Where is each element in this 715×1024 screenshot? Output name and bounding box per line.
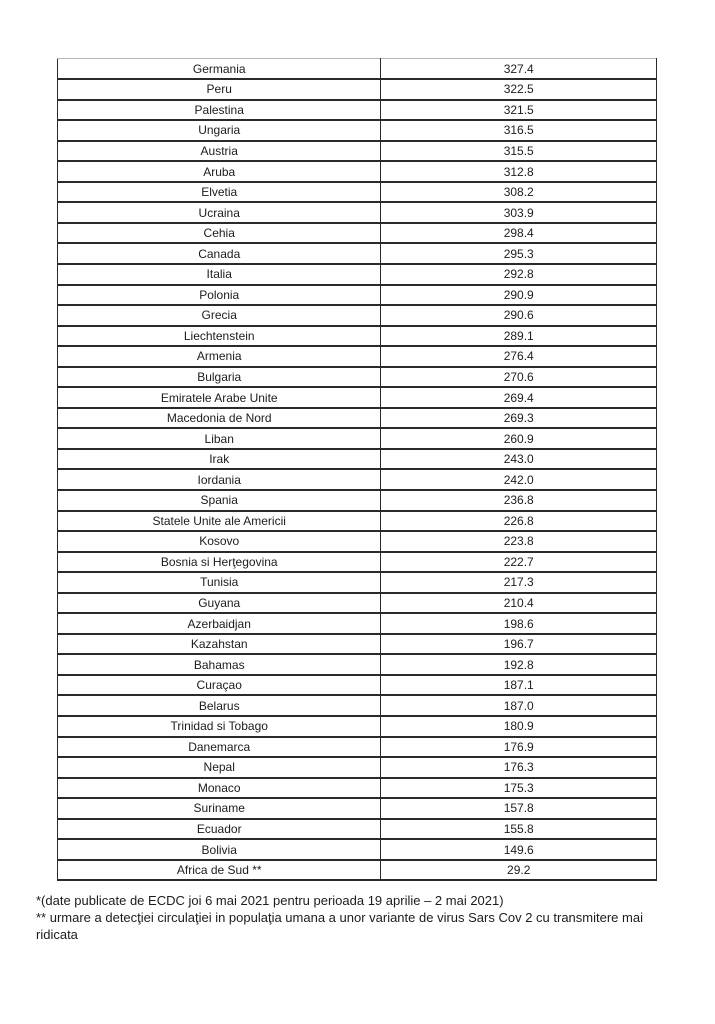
value-cell: 176.9: [381, 737, 657, 758]
value-cell: 217.3: [381, 572, 657, 593]
value-cell: 149.6: [381, 839, 657, 860]
table-row: [58, 531, 657, 552]
value-cell: 270.6: [381, 367, 657, 388]
country-cell: Africa de Sud **: [58, 860, 381, 881]
table-row: [58, 552, 657, 573]
country-cell: Armenia: [58, 346, 381, 367]
value-cell: 269.4: [381, 387, 657, 408]
country-cell: Aruba: [58, 161, 381, 182]
value-cell: 292.8: [381, 264, 657, 285]
country-cell: Suriname: [58, 798, 381, 819]
table-row: [58, 182, 657, 203]
country-cell: Belarus: [58, 695, 381, 716]
value-cell: 276.4: [381, 346, 657, 367]
value-cell: 321.5: [381, 100, 657, 121]
table-row: [58, 387, 657, 408]
table-row: [58, 161, 657, 182]
country-cell: Bulgaria: [58, 367, 381, 388]
value-cell: 316.5: [381, 120, 657, 141]
value-cell: 226.8: [381, 511, 657, 532]
country-cell: Nepal: [58, 757, 381, 778]
country-cell: Statele Unite ale Americii: [58, 511, 381, 532]
value-cell: 192.8: [381, 654, 657, 675]
country-cell: Ungaria: [58, 120, 381, 141]
table-row: [58, 819, 657, 840]
table-row: [58, 285, 657, 306]
country-cell: Kosovo: [58, 531, 381, 552]
table-row: [58, 326, 657, 347]
country-cell: Grecia: [58, 305, 381, 326]
country-cell: Curaçao: [58, 675, 381, 696]
country-cell: Trinidad si Tobago: [58, 716, 381, 737]
table-row: [58, 305, 657, 326]
country-cell: Monaco: [58, 778, 381, 799]
country-cell: Liechtenstein: [58, 326, 381, 347]
country-cell: Germania: [58, 59, 381, 80]
value-cell: 29.2: [381, 860, 657, 881]
country-cell: Ecuador: [58, 819, 381, 840]
value-cell: 180.9: [381, 716, 657, 737]
country-cell: Iordania: [58, 469, 381, 490]
value-cell: 187.1: [381, 675, 657, 696]
value-cell: 176.3: [381, 757, 657, 778]
table-row: [58, 120, 657, 141]
value-cell: 290.6: [381, 305, 657, 326]
value-cell: 196.7: [381, 634, 657, 655]
value-cell: 187.0: [381, 695, 657, 716]
value-cell: 303.9: [381, 202, 657, 223]
table-row: [58, 654, 657, 675]
country-cell: Azerbaidjan: [58, 613, 381, 634]
country-cell: Elvetia: [58, 182, 381, 203]
table-row: [58, 223, 657, 244]
value-cell: 295.3: [381, 243, 657, 264]
country-cell: Bahamas: [58, 654, 381, 675]
country-cell: Irak: [58, 449, 381, 470]
table-row: [58, 59, 657, 80]
table-row: [58, 511, 657, 532]
country-cell: Guyana: [58, 593, 381, 614]
country-cell: Spania: [58, 490, 381, 511]
footnote-variant-note: ** urmare a detecţiei circulaţiei in populaţia umana a unor variante de virus Sars Cov 2 cu transmitere mai ridicata: [36, 910, 643, 942]
country-cell: Ucraina: [58, 202, 381, 223]
table-row: [58, 798, 657, 819]
table-row: [58, 469, 657, 490]
table-row: [58, 202, 657, 223]
country-cell: Macedonia de Nord: [58, 408, 381, 429]
country-cell: Emiratele Arabe Unite: [58, 387, 381, 408]
table-row: [58, 243, 657, 264]
value-cell: 290.9: [381, 285, 657, 306]
footnote-publication-date: *(date publicate de ECDC joi 6 mai 2021 pentru perioada 19 aprilie – 2 mai 2021): [36, 893, 504, 908]
country-cell: Cehia: [58, 223, 381, 244]
value-cell: 308.2: [381, 182, 657, 203]
value-cell: 260.9: [381, 428, 657, 449]
table-row: [58, 716, 657, 737]
value-cell: 236.8: [381, 490, 657, 511]
table-row: [58, 449, 657, 470]
table-row: [58, 634, 657, 655]
value-cell: 210.4: [381, 593, 657, 614]
value-cell: 322.5: [381, 79, 657, 100]
table-row: [58, 572, 657, 593]
country-cell: Peru: [58, 79, 381, 100]
value-cell: 223.8: [381, 531, 657, 552]
value-cell: 327.4: [381, 59, 657, 80]
country-cell: Palestina: [58, 100, 381, 121]
table-body: [58, 59, 657, 881]
country-incidence-table: [57, 58, 657, 881]
table-row: [58, 593, 657, 614]
value-cell: 157.8: [381, 798, 657, 819]
value-cell: 312.8: [381, 161, 657, 182]
footnotes: [36, 892, 684, 943]
table-row: [58, 346, 657, 367]
country-cell: Canada: [58, 243, 381, 264]
table-row: [58, 778, 657, 799]
table-row: [58, 490, 657, 511]
table-row: [58, 100, 657, 121]
value-cell: 155.8: [381, 819, 657, 840]
country-cell: Kazahstan: [58, 634, 381, 655]
table-row: [58, 839, 657, 860]
value-cell: 242.0: [381, 469, 657, 490]
value-cell: 269.3: [381, 408, 657, 429]
value-cell: 289.1: [381, 326, 657, 347]
country-cell: Danemarca: [58, 737, 381, 758]
table-row: [58, 757, 657, 778]
country-cell: Liban: [58, 428, 381, 449]
country-cell: Italia: [58, 264, 381, 285]
table-row: [58, 264, 657, 285]
table-row: [58, 367, 657, 388]
value-cell: 222.7: [381, 552, 657, 573]
table-row: [58, 675, 657, 696]
table-row: [58, 695, 657, 716]
table-row: [58, 141, 657, 162]
country-cell: Polonia: [58, 285, 381, 306]
table-row: [58, 408, 657, 429]
table-row: [58, 860, 657, 881]
table-row: [58, 79, 657, 100]
value-cell: 175.3: [381, 778, 657, 799]
country-cell: Austria: [58, 141, 381, 162]
table-row: [58, 428, 657, 449]
value-cell: 298.4: [381, 223, 657, 244]
country-cell: Bosnia si Herţegovina: [58, 552, 381, 573]
value-cell: 315.5: [381, 141, 657, 162]
value-cell: 243.0: [381, 449, 657, 470]
country-cell: Tunisia: [58, 572, 381, 593]
value-cell: 198.6: [381, 613, 657, 634]
table-row: [58, 737, 657, 758]
country-cell: Bolivia: [58, 839, 381, 860]
table-row: [58, 613, 657, 634]
